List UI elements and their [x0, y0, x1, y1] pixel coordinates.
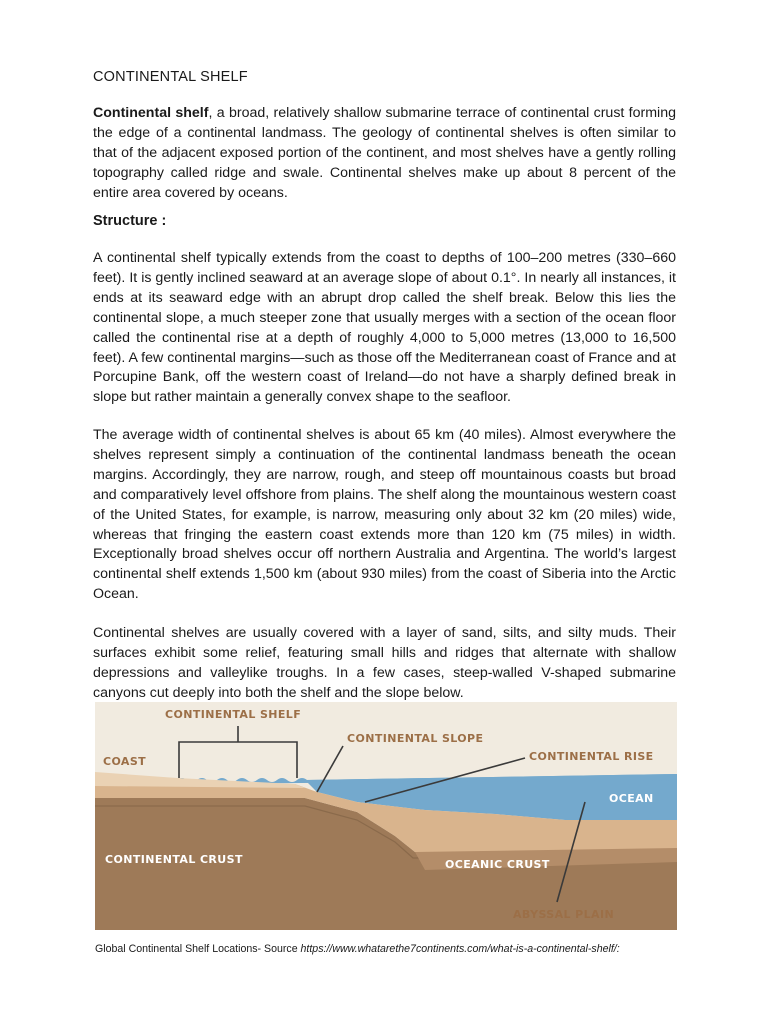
caption-source: https://www.whatarethe7continents.com/what-is-a-continental-shelf/:	[300, 943, 620, 955]
structure-paragraph-3: Continental shelves are usually covered with a layer of sand, silts, and silty muds. Their surfaces exhibit some relief, featuring small hills and ridges that alternate with shallow depressions and valleylike troughs. In a few cases, steep-walled V-shaped submarine canyons cut deeply into both the shelf and the slope below.	[93, 625, 676, 701]
label-coast: COAST	[103, 755, 147, 768]
structure-heading: Structure :	[93, 213, 167, 229]
page-title: CONTINENTAL SHELF	[93, 69, 248, 85]
intro-paragraph	[93, 104, 676, 204]
label-continental-rise: CONTINENTAL RISE	[529, 750, 654, 763]
label-continental-slope: CONTINENTAL SLOPE	[347, 732, 484, 745]
structure-paragraph-1: A continental shelf typically extends from the coast to depths of 100–200 metres (330–660 feet). It is gently inclined seaward at an average slope of about 0.1°. In nearly all instances, it ends at its seaward edge with an abrupt drop called the shelf break. Below this lies the continental slope, a much steeper zone that usually merges with a section of the ocean floor called the continental rise at a depth of roughly 4,000 to 5,000 metres (13,000 to 16,500 feet). A few continental margins—such as those off the Mediterranean coast of France and at Porcupine Bank, off the western coast of Ireland—do not have a sharply defined break in slope but rather maintain a generally convex shape to the seafloor.	[93, 250, 676, 406]
continental-shelf-diagram	[95, 702, 677, 930]
label-continental-crust: CONTINENTAL CRUST	[105, 853, 243, 866]
label-ocean: OCEAN	[609, 792, 654, 805]
structure-paragraph-2: The average width of continental shelves is about 65 km (40 miles). Almost everywhere the shelves represent simply a continuation of the continental landmass beneath the ocean margins. Accordingly, they are narrow, rough, and steep off mountainous coasts but broad and comparatively level offshore from plains. The shelf along the mountainous western coast of the United States, for example, is narrow, measuring only about 32 km (20 miles) wide, whereas that fringing the eastern coast extends more than 120 km (75 miles) in width. Exceptionally broad shelves occur off northern Australia and Argentina. The world’s largest continental shelf extends 1,500 km (about 930 miles) from the coast of Siberia into the Arctic Ocean.	[93, 427, 676, 603]
intro-term: Continental shelf	[93, 105, 209, 121]
label-continental-shelf: CONTINENTAL SHELF	[165, 708, 302, 721]
label-abyssal-plain: ABYSSAL PLAIN	[513, 908, 615, 921]
label-oceanic-crust: OCEANIC CRUST	[445, 858, 550, 871]
intro-text: , a broad, relatively shallow submarine terrace of continental crust forming the edge of a continental landmass. The geology of continental shelves is often similar to that of the adjacent exposed portion of the continent, and most shelves have a gently rolling topography called ridge and swale. Continental shelves make up about 8 percent of the entire area covered by oceans.	[93, 105, 676, 201]
caption-prefix: Global Continental Shelf Locations- Source	[95, 943, 301, 955]
figure-caption	[95, 943, 620, 955]
